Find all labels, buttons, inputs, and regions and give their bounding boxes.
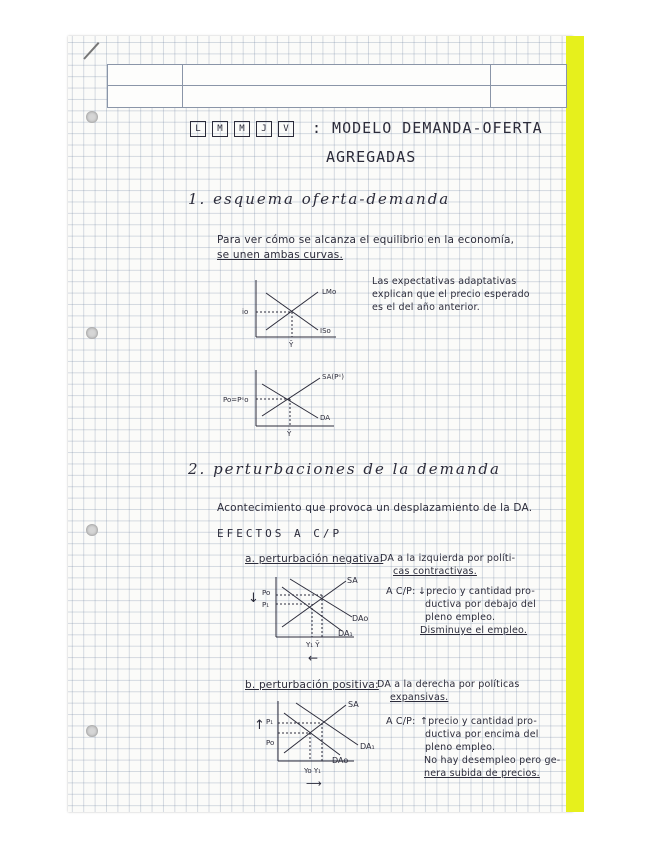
punch-hole [86, 327, 98, 339]
case-b-effect-line3: pleno empleo. [425, 742, 496, 753]
sa-da-graph [222, 368, 362, 443]
case-b-effect-label: A C/P: [386, 716, 416, 727]
case-b-desc-line1: DA a la derecha por políticas [377, 679, 520, 690]
weekday-box: V [278, 121, 294, 137]
arrow-down-icon: ↓ [248, 591, 259, 606]
section1-note-line3: es el del año anterior. [372, 302, 480, 313]
sa-label: SA [348, 700, 359, 709]
section1-intro-line1: Para ver cómo se alcanza el equilibrio en la economía, [217, 234, 515, 246]
case-a-heading: a. perturbación negativa: [245, 553, 384, 565]
section1-note-line2: explican que el precio esperado [372, 289, 530, 300]
sa-label: SA(Pᵉ) [322, 373, 344, 381]
page-title-line2: AGREGADAS [326, 148, 417, 166]
da0-curve [290, 579, 352, 617]
da-label: DA [320, 414, 331, 422]
case-b-effect-line5: nera subida de precios. [424, 768, 540, 779]
section1-heading: 1. esquema oferta-demanda [188, 190, 451, 208]
weekday-box: M [234, 121, 250, 137]
punch-hole [86, 111, 98, 123]
da1-curve [296, 703, 358, 745]
p1-label: P₁ [262, 601, 270, 609]
da0-curve [284, 713, 340, 755]
lm-label: LMo [322, 288, 337, 296]
p1-label: P₁ [266, 718, 274, 726]
section1-intro-line2: se unen ambas curvas. [217, 249, 344, 261]
arrow-right-icon: ⟶ [306, 777, 322, 790]
effects-heading: EFECTOS A C/P [217, 527, 343, 540]
sa-curve [284, 705, 346, 753]
p0-label: Po [266, 739, 275, 747]
arrow-up-icon: ↑ [254, 718, 265, 733]
punch-hole [86, 524, 98, 536]
positive-shock-graph [250, 697, 380, 792]
section2-definition: Acontecimiento que provoca un desplazamiento de la DA. [217, 502, 533, 514]
page-title: : MODELO DEMANDA-OFERTA [312, 119, 543, 137]
weekday-box: L [190, 121, 206, 137]
y-value-label: io [242, 308, 249, 316]
p0-label: Po [262, 589, 271, 597]
sa-curve [282, 581, 346, 627]
case-a-effect-line4: Disminuye el empleo. [420, 625, 528, 636]
weekday-box: J [256, 121, 272, 137]
da0-label: DAo [332, 756, 349, 765]
x-value-label: Ȳ [287, 430, 292, 438]
case-b-heading: b. perturbación positiva: [245, 679, 379, 691]
section1-note-line1: Las expectativas adaptativas [372, 276, 517, 287]
x-value-label: Ȳ [289, 341, 294, 349]
case-b-effect-line4: No hay desempleo pero ge- [424, 755, 561, 766]
x-labels: Y₁ Ȳ [306, 641, 320, 649]
weekday-box: M [212, 121, 228, 137]
case-a-desc-line2: cas contractivas. [393, 566, 477, 577]
punch-hole [86, 725, 98, 737]
case-a-effect-line1: ↓precio y cantidad pro- [418, 586, 535, 597]
case-b-effect-line2: ductiva por encima del [425, 729, 539, 740]
x-labels: Yo Y₁ [304, 767, 321, 775]
case-b-desc-line2: expansivas. [390, 692, 449, 703]
case-a-desc-line1: DA a la izquierda por políti- [380, 553, 516, 564]
price-label: Po=Pᵉo [223, 396, 249, 404]
da1-label: DA₁ [360, 742, 375, 751]
highlighter-strip [566, 36, 584, 812]
da1-label: DA₁ [338, 629, 353, 638]
sa-curve [262, 378, 320, 416]
da0-label: DAo [352, 614, 369, 623]
case-a-effect-line3: pleno empleo. [425, 612, 496, 623]
is-label: ISo [320, 327, 331, 335]
negative-shock-graph [246, 573, 376, 668]
case-a-effect-line2: ductiva por debajo del [425, 599, 536, 610]
weekday-boxes [190, 121, 294, 137]
section2-heading: 2. perturbaciones de la demanda [188, 460, 501, 478]
sa-label: SA [347, 576, 358, 585]
page-header-box [107, 64, 567, 108]
islm-graph [236, 275, 356, 355]
arrow-left-icon: ← [308, 651, 319, 665]
case-a-effect-label: A C/P: [386, 586, 416, 597]
case-b-effect-line1: ↑precio y cantidad pro- [420, 716, 537, 727]
